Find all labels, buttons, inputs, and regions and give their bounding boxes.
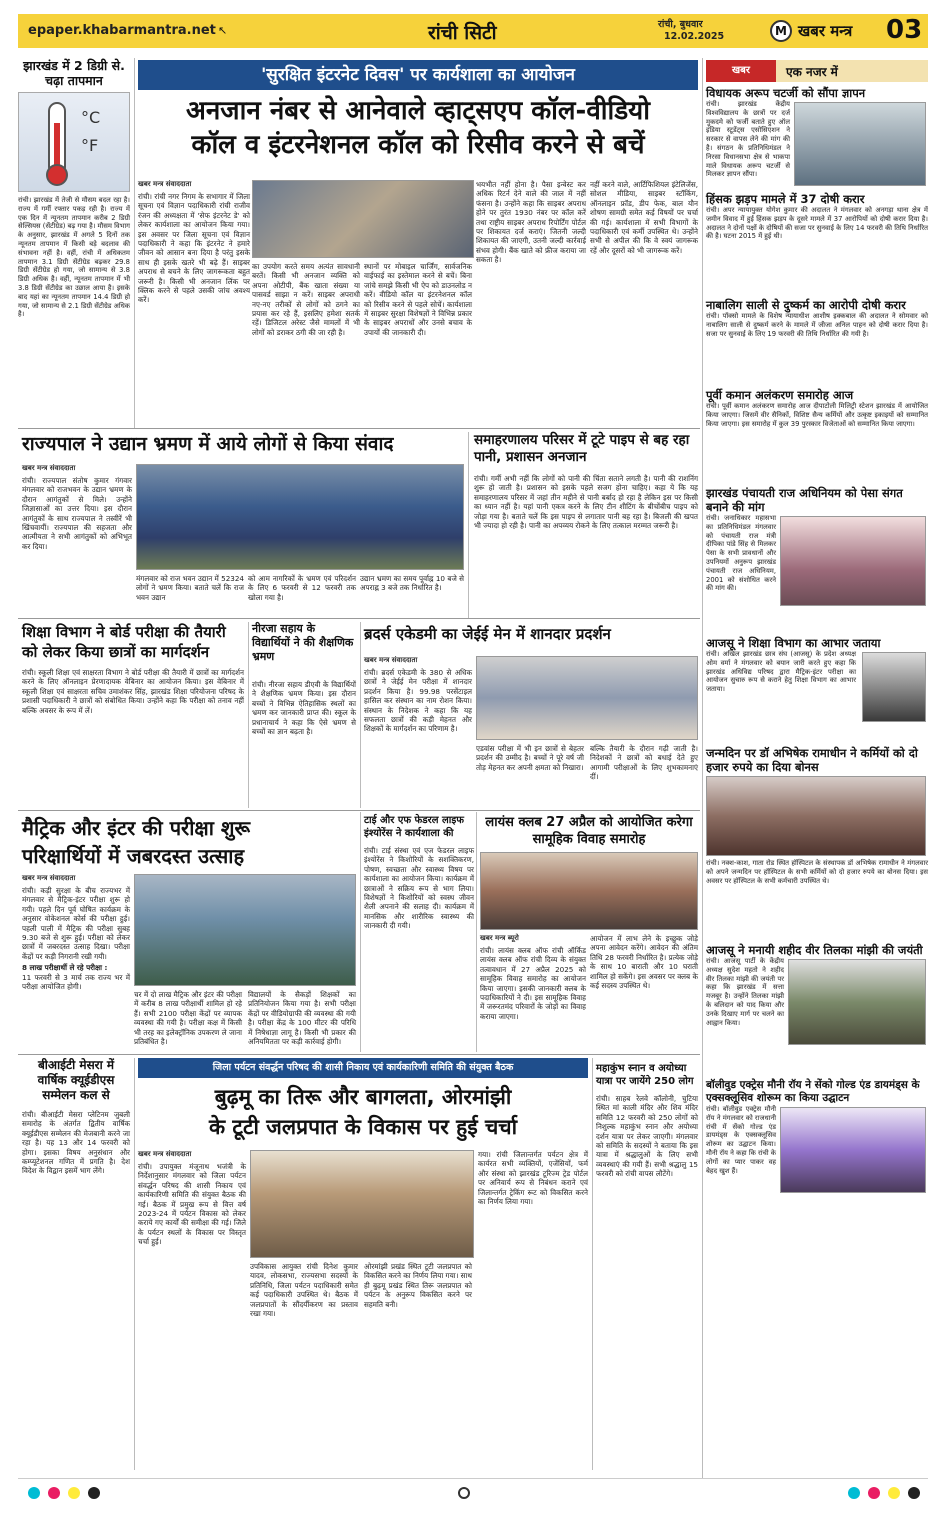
tourism-col-1	[138, 1150, 246, 1470]
print-registration-strip	[18, 1478, 928, 1508]
lead-byline: खबर मन्त्र संवाददाता	[138, 180, 192, 188]
brief-4-headline: पूर्वी कमान अलंकरण समारोह आज	[706, 388, 854, 402]
lions-byline: खबर मन्त्र ब्यूरो	[480, 934, 519, 942]
registration-dot-icon	[48, 1487, 60, 1499]
governor-col-1	[22, 464, 132, 612]
brief-8-headline: आजसू ने मनायी शहीद वीर तिलका मांझी की जयंती	[706, 943, 923, 957]
board-headline: शिक्षा विभाग ने बोर्ड परीक्षा की तैयारी को लेकर किया छात्रों का मार्गदर्शन	[22, 623, 226, 661]
tourism-photo	[250, 1150, 474, 1258]
brief-7-headline: जन्मदिन पर डॉ अभिषेक रामाधीन ने कर्मियों को दो हजार रुपये का दिया बोनस	[706, 746, 918, 774]
brand-logo-icon: M	[770, 20, 792, 42]
exam-subbody: 11 फरवरी से 3 मार्च तक राज्य भर में परीक्षा आयोजित होगी।	[22, 972, 130, 992]
lions-col-1-text: रांची। लायंस क्लब ऑफ रांची ऑर्किड लायंस क्लब ऑफ रांची दिव्य के संयुक्त तत्वावधान में 27 अप्रैल 2025 को सामूहिक विवाह समारोह का आयोजन किया जाएगा। इसकी जानकारी क्लब के पदाधिकारियों ने दी। इस सामूहिक विवाह में जरूरतमंद परिवारों के जोड़ों का विवाह कराया जाएगा।	[480, 946, 586, 1021]
lead-col-1-text: रांची। रांची नगर निगम के सभागार में जिला सूचना एवं विज्ञान पदाधिकारी रांची राजीव रंजन की अध्यक्षता में 'सेफ इंटरनेट डे' को लेकर कार्यशाला का आयोजन किया गया। इस अवसर पर जिला सूचना एवं विज्ञान पदाधिकारी ने कहा कि इंटरनेट ने हमारे जीवन को आसान बना दिया है परंतु इसके साथ ही इसके खतरे भी बढ़े हैं। साइबर अपराध से बचने के लिए जागरूकता बहुत जरूरी है। किसी भी अनजान लिंक पर क्लिक करने से पहले उसकी जांच अवश्य करें।	[138, 192, 250, 305]
lead-headline	[138, 94, 698, 162]
governor-col-3: को आम नागरिकों के भ्रमण एवं परिदर्शन के लिए 6 फरवरी से 12 फरवरी तक खोला गया है।	[248, 574, 356, 602]
crosshair-icon	[458, 1487, 470, 1499]
tourism-col-1-text: रांची। उपायुक्त मंजूनाथ भजंत्री के निर्देशानुसार मंगलवार को जिला पर्यटन संवर्द्धन परिषद की शासी निकाय एवं कार्यकारिणी समिति की संयुक्त बैठक की गई। बैठक में प्रमुख रूप से वित्त वर्ष 2023-24 में पर्यटन विकास को लेकर कराये गए कार्यों की समीक्षा की गई। जिले के पर्यटन स्थलों के विकास पर विस्तृत चर्चा हुई।	[138, 1162, 246, 1247]
pipe-body: रांची। गर्मी अभी नहीं कि लोगों को पानी की चिंता सताने लगती है। पानी की राशनिंग शुरू हो जाती है। प्रशासन को इसके पहले सजग होना चाहिए। कहा ये कि यह समाहरणालय परिसर में जहां तीन महीने से पानी बर्बाद हो रहा है लेकिन इस पर किसी का ध्यान नहीं है। यहां पानी एकत्र करने के लिए टीन शीटिंग के बीचोंबीच पाइप को जोड़ा गया है। बताते चलें कि इस पाइप से लगातार पानी बह रहा है। बिजली की खपत भी ज्यादा हो रही है। पानी का अपव्यय रोकने के लिए तत्काल मरम्मत जरूरी है।	[474, 474, 698, 531]
exam-col-1	[22, 874, 130, 1050]
governor-headline: राज्यपाल ने उद्यान भ्रमण में आये लोगों से किया संवाद	[22, 433, 394, 455]
brief-9-body: रांची। बॉलीवुड एक्ट्रेस मौनी रॉय ने मंगलवार को राजधानी रांची में सेंको गोल्ड एंड डायमंड्स के एक्सक्लूसिव शोरूम का उद्घाटन किया। मौनी रॉय ने कहा कि रांची के लोगों का प्यार पाकर वह बेहद खुश हैं।	[706, 1105, 776, 1175]
brief-2-headline: हिंसक झड़प मामले में 37 दोषी करार	[706, 192, 865, 206]
lions-headline: लायंस क्लब 27 अप्रैल को आयोजित करेगा सामूहिक विवाह समारोह	[485, 815, 693, 847]
brothers-col-2: एडवांस परीक्षा में भी इन छात्रों से बेहतर प्रदर्शन की उम्मीद है। बच्चों ने पूरे वर्ष जी तोड़ मेहनत कर अपनी क्षमता को निखारा।	[476, 744, 584, 772]
registration-dot-icon	[88, 1487, 100, 1499]
registration-dot-icon	[28, 1487, 40, 1499]
governor-body: रांची। राज्यपाल संतोष कुमार गंगवार मंगलवार को राजभवन के उद्यान भ्रमण के दौरान आगंतुकों से मिले। उन्होंने जिज्ञासाओं का उत्तर दिया। इस दौरान आगंतुकों के साथ राज्यपाल ने तस्वीरें भी खिंचवायीं। राज्यपाल की सहजता और आत्मीयता ने सभी आगंतुकों को अभिभूत कर दिया।	[22, 476, 132, 551]
brothers-byline: खबर मन्त्र संवाददाता	[364, 656, 418, 664]
site-url[interactable]: epaper.khabarmantra.net	[28, 23, 216, 38]
brief-3-headline: नाबालिग साली से दुष्कर्म का आरोपी दोषी करार	[706, 298, 906, 312]
exam-headline-line-1: मैट्रिक और इंटर की परीक्षा शुरू	[22, 816, 251, 840]
pipe-headline: समाहरणालय परिसर में टूटे पाइप से बह रहा पानी, प्रशासन अनजान	[474, 432, 690, 465]
neerja-body: रांची। नीरजा सहाय डीएवी के विद्यार्थियों ने शैक्षणिक भ्रमण किया। इस दौरान बच्चों ने विभिन्न ऐतिहासिक स्थलों का भ्रमण कर जानकारी प्राप्त की। स्कूल के प्रधानाचार्य ने कहा कि ऐसे भ्रमण से बच्चों का ज्ञान बढ़ता है।	[252, 680, 356, 737]
lead-col-4: भयभीत नहीं होना है। पैसा इन्वेस्ट कर अधिक रिटर्न देने वाले की जाल में नहीं फंसना है। उन्होंने कहा कि साइबर अपराध होने पर तुरंत 1930 नंबर पर कॉल करें तथा राष्ट्रीय साइबर अपराध रिपोर्टिंग पोर्टल पर शिकायत दर्ज कराएं। जितनी जल्दी शिकायत की जाएगी, उतनी जल्दी कार्रवाई संभव होगी। बैंक खाते को फ्रीज कराया जा सकता है।	[476, 180, 586, 265]
brief-9-photo	[780, 1107, 926, 1193]
brothers-col-3: बल्कि तैयारी के दौरान गढ़ी जाती है। निदेशकों ने छात्रों को बधाई देते हुए आगामी परीक्षाओं के लिए शुभकामनाएं दीं।	[590, 744, 698, 782]
exam-byline: खबर मन्त्र संवाददाता	[22, 874, 76, 882]
kumbh-headline: महाकुंभ स्नान व अयोध्या यात्रा पर जायेंगे 250 लोग	[596, 1063, 694, 1087]
brief-1-headline: विधायक अरूप चटर्जी को सौंपा ज्ञापन	[706, 86, 866, 100]
tourism-headline-line-1: बुढ़मू का तिरू और बागलता, ओरमांझी	[214, 1085, 512, 1109]
thermometer-image	[18, 92, 130, 192]
exam-photo	[134, 874, 356, 986]
tourism-headline	[138, 1082, 588, 1142]
board-body: रांची। स्कूली शिक्षा एवं साक्षरता विभाग ने बोर्ड परीक्षा की तैयारी में छात्रों का मार्गदर्शन करने के लिए ऑनलाइन प्रेरणादायक वेबिनार का आयोजन किया। इस वेबिनार में स्कूली शिक्षा एवं साक्षरता सचिव उमाशंकर सिंह, झारखंड शिक्षा परियोजना परिषद के प्रशासी पदाधिकारी ने छात्रों को संबोधित किया। उन्होंने कहा कि परीक्षा को तनाव नहीं बल्कि अवसर के रूप में लें।	[22, 668, 244, 715]
brief-6-headline: आजसू ने शिक्षा विभाग का आभार जताया	[706, 636, 881, 650]
right-column-title: एक नजर में	[786, 65, 838, 79]
exam-col-3: विद्यालयों के सैकड़ों शिक्षकों का प्रतिनियोजन किया गया है। सभी परीक्षा केंद्रों पर वीडियोग्राफी की व्यवस्था की गयी है। परीक्षा केंद्र के 100 मीटर की परिधि में निषेधाज्ञा लागू है। किसी भी प्रकार की अनियमितता पर कड़ी कार्रवाई होगी।	[248, 990, 356, 1047]
cursor-icon: ↖	[218, 24, 228, 37]
lead-headline-line-2: कॉल व इंटरनेशनल कॉल को रिसीव करने से बचें	[191, 130, 645, 160]
governor-photo	[136, 464, 464, 570]
brothers-photo	[476, 656, 698, 740]
exam-subhead: 8 लाख परीक्षार्थी ले रहे परीक्षा :	[22, 963, 108, 973]
brief-1-body: रांची। झारखंड केंद्रीय विश्वविद्यालय के छात्रों पर दर्ज मुकदमे को फर्जी बताते हुए ऑल इंडिया स्टूडेंट्स एसोसिएशन ने सरकार से वापस लेने की मांग की है। संगठन के प्रतिनिधिमंडल ने निरसा विधानसभा क्षेत्र से भाकपा माले विधायक अरूप चटर्जी से मिलकर ज्ञापन सौंपा।	[706, 100, 790, 179]
exam-headline	[22, 814, 350, 870]
workshop-photo	[252, 180, 474, 258]
page-number: 03	[886, 15, 923, 45]
brief-8-photo	[788, 959, 926, 1045]
brief-1-photo	[794, 102, 926, 186]
registration-dot-icon	[868, 1487, 880, 1499]
brief-4-body: रांची। पूर्वी कमान अलंकरण समारोह आज दीपाटोली मिलिट्री स्टेशन झारखंड में आयोजित किया जाएगा। जिसमें वीर सैनिकों, विशिष्ट सैन्य कर्मियों और उत्कृष्ट इकाइयों को सम्मानित किया जाएगा। इस समारोह में कुल 39 पुरस्कार विजेताओं को सम्मानित किया जाएगा।	[706, 402, 928, 428]
brief-2-body: रांची। अपर न्यायायुक्त योगेश कुमार की अदालत ने मंगलवार को अनगड़ा थाना क्षेत्र में जमीन विवाद में हुई हिंसक झड़प के दूसरे मामले में 37 आरोपियों को दोषी करार दिया है। अदालत ने दोनों पक्षों के दोषियों की सजा पर सुनवाई के लिए 14 फरवरी की तिथि निर्धारित की है। घटना 2015 में हुई थी।	[706, 206, 928, 241]
tourism-col-2: उपविकास आयुक्त रांची दिनेश कुमार यादव, लोकसभा, राज्यसभा सदस्यों के प्रतिनिधि, जिला पर्यटन पदाधिकारी समेत कई पदाधिकारी उपस्थित थे। बैठक में जलप्रपातों के सौंदर्यीकरण का प्रस्ताव रखा गया।	[250, 1262, 358, 1319]
lead-col-1	[138, 180, 250, 400]
lions-photo	[480, 852, 698, 930]
thermometer-icon	[19, 93, 129, 191]
brief-6-photo	[862, 652, 926, 722]
lead-headline-line-1: अनजान नंबर से आनेवाले व्हाट्सएप कॉल-वीडियो	[186, 96, 650, 126]
exam-headline-line-2: परिक्षार्थियों में जबरदस्त उत्साह	[22, 844, 245, 868]
tourism-headline-line-2: के टूटी जलप्रपात के विकास पर हुई चर्चा	[208, 1115, 518, 1139]
brief-7-photo	[706, 776, 926, 856]
tie-headline: टाई और एफ फेडरल लाइफ इंश्योरेंस ने कार्यशाला की	[364, 815, 464, 839]
place-day: रांची, बुधवार	[658, 19, 703, 30]
brief-6-body: रांची। अखिल झारखंड छात्र संघ (आजसू) के प्रदेश अध्यक्ष ओम वर्मा ने मंगलवार को बयान जारी करते हुए कहा कि झारखंड अधिविद्य परिषद द्वारा मैट्रिक-इंटर परीक्षा का आयोजन सुचारु रूप से कराने हेतु शिक्षा विभाग का आभार जताया।	[706, 650, 856, 694]
brothers-col-1	[364, 656, 472, 806]
registration-dot-icon	[68, 1487, 80, 1499]
brief-5-photo	[780, 516, 926, 606]
brothers-col-1-text: रांची। ब्रदर्स एकेडमी के 380 से अधिक छात्रों ने जेईई मेन परीक्षा में शानदार प्रदर्शन किया है। 99.98 परसेंटाइल हासिल कर संस्थान का नाम रोशन किया। संस्थान के निदेशक ने कहा कि यह सफलता छात्रों की कड़ी मेहनत और शिक्षकों के मार्गदर्शन का परिणाम है।	[364, 668, 472, 734]
brief-8-body: रांची। आजसू पार्टी के केंद्रीय अध्यक्ष सुदेश महतो ने शहीद वीर तिलका मांझी की जयंती पर कहा कि झारखंड में सत्ता मजबूर है। उन्होंने तिलका मांझी के बलिदान को याद किया और उनके दिखाए मार्ग पर चलने का आह्वान किया।	[706, 957, 784, 1027]
brief-5-body: रांची। जनाधिकार महासभा का प्रतिनिधिमंडल मंगलवार को पंचायती राज मंत्री दीपिका पांडे सिंह से मिलकर पेसा के सभी प्रावधानों और उपनियमों अनुरूप झारखंड पंचायती राज अधिनियम, 2001 को संशोधित करने की मांग की।	[706, 514, 776, 593]
bit-body: रांची। बीआईटी मेसरा प्लेटिनम जुबली समारोह के अंतर्गत द्वितीय वार्षिक क्यूईडीएस सम्मेलन की मेजबानी करने जा रहा है। यह 13 और 14 फरवरी को होगा। इसका विषय अनुसंधान और कम्प्यूटेशनल गणित में प्रगति है। देश विदेश के विद्वान इसमें भाग लेंगे।	[22, 1110, 130, 1176]
registration-dot-icon	[908, 1487, 920, 1499]
brief-7-body: रांची। नक्श-काश, गाता रोड स्थित हॉस्पिटल के संस्थापक डॉ अभिषेक रामाधीन ने मंगलवार को अपने जन्मदिन पर हॉस्पिटल के सभी कर्मियों को दो हजार रुपये का बोनस दिया। इस अवसर पर हॉस्पिटल के सभी कर्मचारी उपस्थित थे।	[706, 859, 928, 885]
brief-3-body: रांची। पॉक्सो मामले के विशेष न्यायाधीश आशीष इक्कबाल की अदालत ने सोमवार को नाबालिग साली से दुष्कर्म करने के मामले में जीजा अनिल पाहन को दोषी करार दिया है। सजा पर सुनवाई के लिए 19 फरवरी की तिथि निर्धारित की गयी है।	[706, 312, 928, 338]
svg-text:°F: °F	[81, 136, 99, 155]
exam-body: रांची। कड़ी सुरक्षा के बीच राज्यभर में मंगलवार से मैट्रिक-इंटर परीक्षा शुरू हो गयी। पहले दिन पूर्व घोषित कार्यक्रम के अनुसार वोकेशनल कोर्स की परीक्षा हुई। पहली पाली में मैट्रिक की परीक्षा सुबह 9.30 बजे से शुरू हुई। परीक्षा को लेकर छात्रों में जबरदस्त उत्साह दिखा। परीक्षा केंद्रों पर कड़ी निगरानी रखी गयी।	[22, 886, 130, 961]
exam-col-2: चर में दो लाख मैट्रिक और इंटर की परीक्षा में करीब 8 लाख परीक्षार्थी शामिल हो रहे हैं। सभी 2100 परीक्षा केंद्रों पर व्यापक व्यवस्था की गयी है। परीक्षा कक्ष में किसी भी तरह का इलेक्ट्रॉनिक उपकरण ले जाना प्रतिबंधित है।	[134, 990, 242, 1047]
lead-col-5: नहीं करने वाले, आर्टिफिशियल इंटेलिजेंस, सोशल मीडिया, साइबर स्टॉकिंग, ऑनलाइन फ्रॉड, डीप फेक, बाल यौन शोषण सामग्री समेत कई विषयों पर चर्चा की गई। कार्यशाला में सभी विभागों के पदाधिकारी एवं कर्मी उपस्थित थे। उन्होंने सभी से अपील की कि वे स्वयं जागरूक रहें और दूसरों को भी जागरूक करें।	[590, 180, 698, 255]
tie-body: रांची। टाई संस्था एवं एज फेडरल लाइफ इंश्योरेंस ने किशोरियों के सशक्तिकरण, पोषण, स्वच्छता और स्वास्थ्य विषय पर कार्यशाला का आयोजन किया। कार्यक्रम में छात्राओं ने सक्रिय रूप से भाग लिया। विशेषज्ञों ने किशोरियों को स्वस्थ जीवन शैली अपनाने की सलाह दी। कार्यक्रम में मानसिक और शारीरिक स्वास्थ्य की जानकारी दी गयी।	[364, 846, 474, 931]
temperature-body: रांची। झारखंड में तेजी से मौसम बदल रहा है। राज्य में गर्मी रफ्तार पकड़ रही है। राज्य में एक दिन में न्यूनतम तापमान करीब 2 डिग्री सेल्सियस (सेंटीग्रेड) बढ़ गया है। मौसम विभाग के अनुसार, झारखंड में अगले 5 दिनों तक न्यूनतम तापमान में किसी बड़े बदलाव की संभावना नहीं है। वहीं, रांची में अधिकतम तापमान 3.1 डिग्री सेंटीग्रेड बढ़कर 29.8 डिग्री सेंटीग्रेड हो गया, जो सामान्य से 3.8 डिग्री अधिक है। वहीं, न्यूनतम तापमान में भी 3.8 डिग्री सेंटीग्रेड का उछाल आया है। इसके बाद यहां का न्यूनतम तापमान 14.4 डिग्री हो गया, जो सामान्य से 2.1 डिग्री सेंटीग्रेड अधिक है।	[18, 196, 130, 319]
issue-date: 12.02.2025	[664, 31, 725, 42]
brief-5-headline: झारखंड पंचायती राज अधिनियम को पेसा संगत बनाने की मांग	[706, 486, 903, 514]
lead-kicker: 'सुरक्षित इंटरनेट दिवस' पर कार्यशाला का आयोजन	[138, 60, 698, 90]
brief-9-headline: बॉलीवुड एक्ट्रेस मौनी रॉय ने सेंको गोल्ड एंड डायमंड्स के एक्सक्लूसिव शोरूम का किया उद्घाटन	[706, 1079, 920, 1104]
registration-dot-icon	[848, 1487, 860, 1499]
governor-byline: खबर मन्त्र संवाददाता	[22, 464, 76, 472]
tourism-col-3: ओरमांझी प्रखंड स्थित टूटी जलप्रपात को विकसित करने का निर्णय लिया गया। साथ ही बुढ़मू प्रखंड स्थित तिरू जलप्रपात को पर्यटन के अनुरूप विकसित करने पर सहमति बनी।	[364, 1262, 472, 1309]
svg-text:°C: °C	[81, 108, 101, 127]
governor-col-4: उद्यान भ्रमण का समय पूर्वाह्न 10 बजे से अपराह्न 3 बजे तक निर्धारित है।	[360, 574, 464, 593]
tourism-byline: खबर मन्त्र संवाददाता	[138, 1150, 192, 1158]
brand-name: खबर मन्त्र	[798, 22, 853, 40]
lead-col-2: का उपयोग करते समय अत्यंत सावधानी बरतें। किसी भी अनजान व्यक्ति को अपना ओटीपी, बैंक खाता संख्या या पासवर्ड साझा न करें। साइबर अपराधी नए-नए तरीकों से लोगों को ठगने का प्रयास कर रहे हैं, इसलिए हमेशा सतर्क रहें। डिजिटल अरेस्ट जैसे मामलों में भी लोगों को डराकर ठगी की जा रही है।	[252, 262, 360, 337]
temperature-headline: झारखंड में 2 डिग्री से. चढ़ा तापमान	[23, 58, 125, 88]
section-title: रांची सिटी	[428, 22, 497, 44]
lions-col-2: आयोजन में लाभ लेने के इच्छुक जोड़े अपना आवेदन करेंगे। आवेदन की अंतिम तिथि 28 फरवरी निर्धारित है। प्रत्येक जोड़े के साथ 10 बाराती और 10 घराती शामिल हो सकेंगे। इस अवसर पर क्लब के कई सदस्य उपस्थित थे।	[590, 934, 698, 991]
right-tag: खबर	[706, 60, 776, 82]
temperature-article	[18, 58, 130, 319]
lions-col-1	[480, 934, 586, 1052]
tourism-col-4: गया। रांची जिलान्तर्गत पर्यटन क्षेत्र में कार्यरत सभी व्यक्तियों, एजेंसियों, फर्म और संस्था को झारखंड टूरिज्म ट्रेड पोर्टल पर अनिवार्य रूप से निबंधन कराने एवं जिलान्तर्गत ट्रेकिंग रूट को विकसित करने का निर्णय लिया गया।	[478, 1150, 588, 1207]
right-briefs	[706, 86, 928, 1476]
registration-dot-icon	[888, 1487, 900, 1499]
brothers-headline: ब्रदर्स एकेडमी का जेईई मेन में शानदार प्रदर्शन	[364, 625, 611, 643]
neerja-headline: नीरजा सहाय के विद्यार्थियों ने की शैक्षणिक भ्रमण	[252, 622, 354, 663]
right-column-header	[706, 60, 928, 82]
masthead-bar	[18, 14, 928, 48]
bit-headline: बीआईटी मेसरा में वार्षिक क्यूईडीएस सम्मेलन कल से	[37, 1058, 115, 1102]
lead-col-3: स्थानों पर मोबाइल चार्जिंग, सार्वजनिक वाईफाई का इस्तेमाल करने से बचें। बिना जांचे समझे किसी भी ऐप को डाउनलोड न करें। वीडियो कॉल या इंटरनेशनल कॉल को रिसीव करने से पहले सोचें। कार्यशाला में साइबर सुरक्षा विशेषज्ञों ने विभिन्न प्रकार के साइबर अपराधों और उनसे बचाव के उपायों की जानकारी दी।	[364, 262, 472, 337]
tourism-kicker: जिला पर्यटन संवर्द्धन परिषद की शासी निकाय एवं कार्यकारिणी समिति की संयुक्त बैठक	[138, 1058, 588, 1078]
governor-col-2: मंगलवार को राज भवन उद्यान में 52324 लोगों ने भ्रमण किया। बताते चलें कि राज भवन उद्यान	[136, 574, 244, 602]
kumbh-body: रांची। साहब रेलवे कॉलोनी, चुटिया स्थित मां काली मंदिर और शिव मंदिर समिति 12 फरवरी को 250 लोगों को निशुल्क महाकुंभ स्नान और अयोध्या दर्शन यात्रा पर लेकर जाएगी। मंगलवार को समिति के सदस्यों ने बताया कि इस यात्रा में श्रद्धालुओं के लिए सभी व्यवस्थाएं की गयी हैं। सभी श्रद्धालु 15 फरवरी को रांची वापस लौटेंगे।	[596, 1094, 698, 1179]
